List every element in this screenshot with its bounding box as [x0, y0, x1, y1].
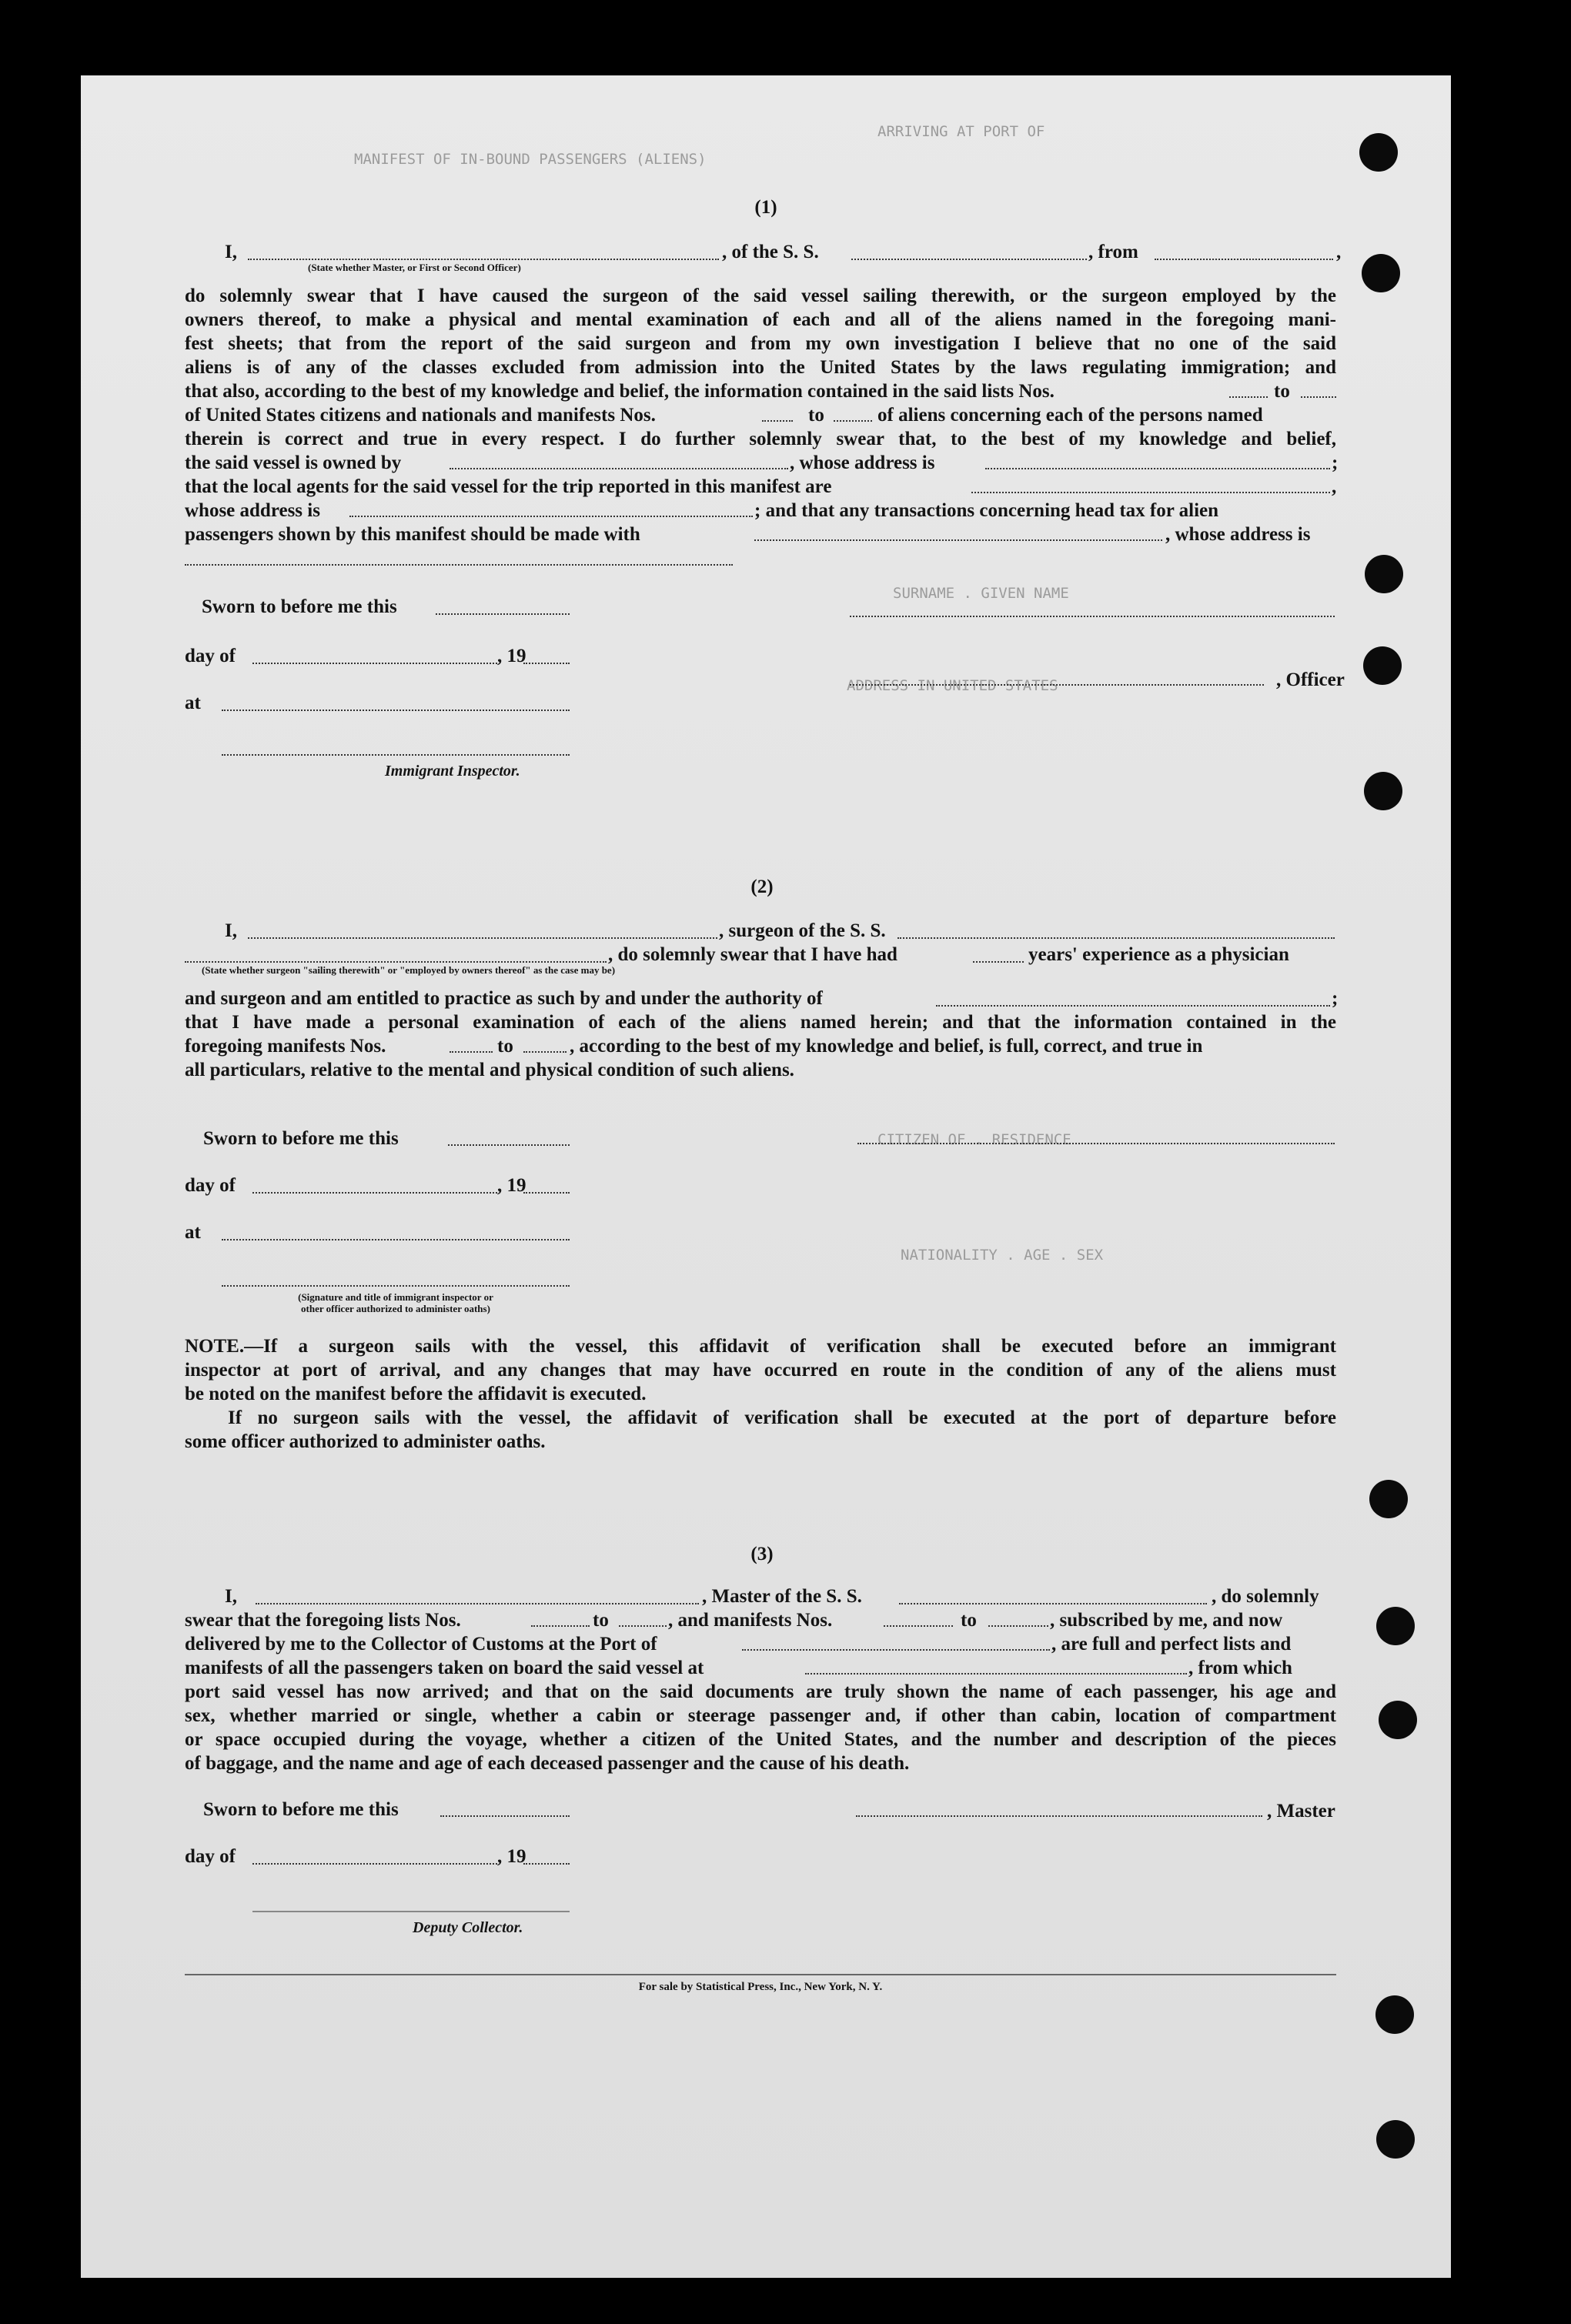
s1-line: therein is correct and true in every respect. I do further solemnly swear that, to the best of my knowledge and belief, — [185, 429, 1336, 449]
bleed-through-text: NATIONALITY . AGE . SEX — [901, 1247, 1104, 1264]
s3-line: , subscribed by me, and now — [1050, 1610, 1283, 1631]
s2-line: years' experience as a physician — [1028, 944, 1289, 965]
sworn-place-field[interactable] — [448, 1144, 570, 1146]
to-label: to — [808, 405, 824, 426]
at-label: at — [185, 1222, 201, 1243]
owner-field[interactable] — [450, 468, 788, 469]
punch-hole — [1363, 646, 1402, 685]
surgeon-manifest-to-field[interactable] — [523, 1051, 567, 1053]
sworn-place-field[interactable] — [436, 613, 570, 615]
s3-line: or space occupied during the voyage, whether a citizen of the United States, and the number and description of the pieces — [185, 1729, 1336, 1750]
s1-line: of aliens concerning each of the persons named — [877, 405, 1263, 426]
note-line: some officer authorized to administer oaths. — [185, 1431, 546, 1452]
date-field[interactable] — [252, 1863, 497, 1865]
s3-line: , and manifests Nos. — [668, 1610, 833, 1631]
s3-line: manifests of all the passengers taken on board the said vessel at — [185, 1658, 704, 1678]
punch-hole — [1359, 133, 1398, 172]
officer-name-field[interactable] — [248, 259, 719, 260]
local-agents-field[interactable] — [971, 492, 1330, 493]
bleed-through-text: CITIZEN OF . RESIDENCE — [877, 1131, 1071, 1148]
s1-line: , whose address is — [790, 452, 935, 473]
year-prefix: , 19 — [497, 1846, 526, 1867]
footer-rule — [185, 1974, 1336, 1975]
year-field[interactable] — [523, 1192, 570, 1194]
to-label: to — [961, 1610, 977, 1631]
note-line: If no surgeon sails with the vessel, the affidavit of verification shall be executed at the port of departure before — [228, 1407, 1336, 1428]
bleed-through-text: SURNAME . GIVEN NAME — [893, 585, 1069, 602]
note-line: be noted on the manifest before the affidavit is executed. — [185, 1384, 647, 1404]
day-of-label: day of — [185, 1175, 236, 1196]
s1-line: do solemnly swear that I have caused the surgeon of the said vessel sailing therewith, or the surgeon employed by the — [185, 285, 1336, 306]
at-place-field[interactable] — [222, 1239, 570, 1240]
sworn-label: Sworn to before me this — [203, 1128, 399, 1149]
officer-rank-caption: (State whether Master, or First or Second Officer) — [308, 262, 521, 273]
to-label: to — [593, 1610, 609, 1631]
years-experience-field[interactable] — [973, 961, 1024, 963]
master-lists-from-field[interactable] — [531, 1625, 590, 1627]
s3-line: port said vessel has now arrived; and that on the said documents are truly shown the name of each passenger, his age and — [185, 1681, 1336, 1702]
year-field[interactable] — [523, 1863, 570, 1865]
s1-i: I, — [225, 242, 237, 262]
s1-line: the said vessel is owned by — [185, 452, 402, 473]
lists-nos-to-field[interactable] — [1301, 396, 1336, 398]
s3-line: of baggage, and the name and age of each deceased passenger and the cause of his death. — [185, 1753, 910, 1774]
agents-address-field[interactable] — [349, 516, 753, 517]
officer-label: , Officer — [1276, 669, 1345, 690]
punch-hole — [1365, 555, 1403, 593]
s1-line: that the local agents for the said vessel for the trip reported in this manifest are — [185, 476, 832, 497]
section-3-number: (3) — [750, 1544, 774, 1564]
to-label: to — [497, 1036, 513, 1057]
manifests-nos-from-field[interactable] — [762, 420, 793, 422]
date-field[interactable] — [252, 663, 497, 664]
deputy-collector-caption: Deputy Collector. — [413, 1919, 523, 1936]
s3-line: , are full and perfect lists and — [1051, 1634, 1292, 1655]
s2-line: , according to the best of my knowledge and belief, is full, correct, and true in — [570, 1036, 1203, 1057]
to-label: to — [1274, 381, 1290, 402]
s1-line: whose address is — [185, 500, 320, 521]
inspector-signature-field[interactable] — [222, 754, 570, 756]
punch-hole — [1376, 1607, 1415, 1645]
from-port-field[interactable] — [1155, 259, 1333, 260]
deputy-collector-signature-field[interactable] — [252, 1911, 570, 1912]
vessel-name-field[interactable] — [851, 259, 1087, 260]
surgeon-of-label: , surgeon of the S. S. — [719, 920, 886, 941]
officer-signature-field-1[interactable] — [850, 616, 1335, 617]
s3-line: , from which — [1188, 1658, 1292, 1678]
s1-line: that also, according to the best of my knowledge and belief, the information contained in the said lists Nos. — [185, 381, 1055, 402]
master-signature-field[interactable] — [856, 1815, 1262, 1817]
semicolon: ; — [1332, 988, 1339, 1009]
head-tax-agent-field[interactable] — [754, 539, 1162, 541]
bleed-through-text: ARRIVING AT PORT OF — [877, 123, 1045, 140]
punch-hole — [1369, 1480, 1408, 1518]
s1-line: passengers shown by this manifest should be made with — [185, 524, 640, 545]
s3-do-solemnly: , do solemnly — [1212, 1586, 1319, 1607]
master-lists-to-field[interactable] — [619, 1625, 667, 1627]
s2-line: foregoing manifests Nos. — [185, 1036, 386, 1057]
s1-line: fest sheets; that from the report of the said surgeon and from my own investigation I believe that no one of the said — [185, 333, 1336, 354]
s1-line: owners thereof, to make a physical and mental examination of each and all of the aliens named in the foregoing mani- — [185, 309, 1336, 330]
s1-line: , whose address is — [1165, 524, 1311, 545]
punch-hole — [1364, 772, 1402, 810]
at-label: at — [185, 693, 201, 713]
comma: , — [1336, 242, 1342, 262]
year-prefix: , 19 — [497, 1175, 526, 1196]
signature-caption-line-2: other officer authorized to administer oaths) — [301, 1303, 490, 1314]
master-manifests-from-field[interactable] — [884, 1625, 953, 1627]
head-tax-agent-address-field[interactable] — [185, 564, 733, 566]
punch-hole — [1379, 1701, 1417, 1739]
s1-line: aliens is of any of the classes excluded from admission into the United States by the laws regulating immigration; and — [185, 357, 1336, 378]
s3-line: sex, whether married or single, whether a cabin or steerage passenger and, if other than cabin, location of compartment — [185, 1705, 1336, 1726]
punch-hole — [1362, 254, 1400, 292]
s2-line: that I have made a personal examination of each of the aliens named herein; and that the information contained in the — [185, 1012, 1336, 1033]
sworn-label: Sworn to before me this — [202, 596, 397, 617]
year-prefix: , 19 — [497, 646, 526, 666]
sworn-label: Sworn to before me this — [203, 1799, 399, 1820]
s1-line: ; and that any transactions concerning head tax for alien — [754, 500, 1219, 521]
surgeon-capacity-field[interactable] — [185, 961, 607, 963]
comma: , — [1332, 476, 1337, 497]
immigrant-inspector-caption: Immigrant Inspector. — [385, 763, 520, 780]
date-field[interactable] — [252, 1192, 497, 1194]
at-place-field[interactable] — [222, 710, 570, 711]
master-manifests-to-field[interactable] — [988, 1625, 1048, 1627]
surgeon-name-field[interactable] — [248, 937, 717, 939]
officer-signature-field-2[interactable] — [850, 684, 1264, 686]
inspector-signature-field[interactable] — [222, 1285, 570, 1287]
surgeon-manifest-from-field[interactable] — [450, 1051, 493, 1053]
s3-master-of: , Master of the S. S. — [702, 1586, 862, 1607]
semicolon: ; — [1332, 452, 1339, 473]
s2-line: and surgeon and am entitled to practice as such by and under the authority of — [185, 988, 823, 1009]
s2-line: all particulars, relative to the mental and physical condition of such aliens. — [185, 1060, 794, 1080]
authority-field[interactable] — [936, 1005, 1330, 1007]
s2-line: , do solemnly swear that I have had — [608, 944, 897, 965]
port-field[interactable] — [742, 1649, 1050, 1651]
note-line: NOTE.—If a surgeon sails with the vessel, this affidavit of verification shall be executed before an immigrant — [185, 1336, 1336, 1357]
signature-caption-line-1: (Signature and title of immigrant inspector or — [298, 1291, 493, 1303]
from-label: , from — [1088, 242, 1138, 262]
year-field[interactable] — [523, 663, 570, 664]
punch-hole — [1375, 1995, 1414, 2034]
surgeon-capacity-caption: (State whether surgeon "sailing therewith" or "employed by owners thereof" as the case may be) — [202, 964, 616, 976]
note-line: inspector at port of arrival, and any changes that may have occurred en route in the condition of any of the aliens must — [185, 1360, 1336, 1381]
s3-i: I, — [225, 1586, 237, 1607]
master-name-field[interactable] — [256, 1603, 699, 1604]
bleed-through-text: ADDRESS IN UNITED STATES — [847, 677, 1058, 694]
punch-hole — [1376, 2120, 1415, 2159]
s2-i: I, — [225, 920, 237, 941]
s3-line: delivered by me to the Collector of Customs at the Port of — [185, 1634, 657, 1655]
owner-address-field[interactable] — [985, 468, 1330, 469]
surgeon-signature-field[interactable] — [857, 1143, 1335, 1144]
s3-line: swear that the foregoing lists Nos. — [185, 1610, 461, 1631]
manifests-nos-to-field[interactable] — [834, 420, 872, 422]
section-1-number: (1) — [754, 197, 777, 218]
sworn-place-field[interactable] — [440, 1815, 570, 1817]
s1-line: of United States citizens and nationals and manifests Nos. — [185, 405, 656, 426]
lists-nos-from-field[interactable] — [1229, 396, 1268, 398]
bleed-through-text: MANIFEST OF IN-BOUND PASSENGERS (ALIENS) — [354, 151, 707, 168]
printer-footer: For sale by Statistical Press, Inc., New York, N. Y. — [638, 1981, 883, 1993]
master-vessel-field[interactable] — [899, 1603, 1207, 1604]
day-of-label: day of — [185, 1846, 236, 1867]
surgeon-vessel-field[interactable] — [897, 937, 1335, 939]
of-the-ss: , of the S. S. — [722, 242, 819, 262]
embarkation-port-field[interactable] — [805, 1673, 1187, 1675]
section-2-number: (2) — [750, 877, 774, 897]
master-label: , Master — [1267, 1801, 1335, 1821]
day-of-label: day of — [185, 646, 236, 666]
